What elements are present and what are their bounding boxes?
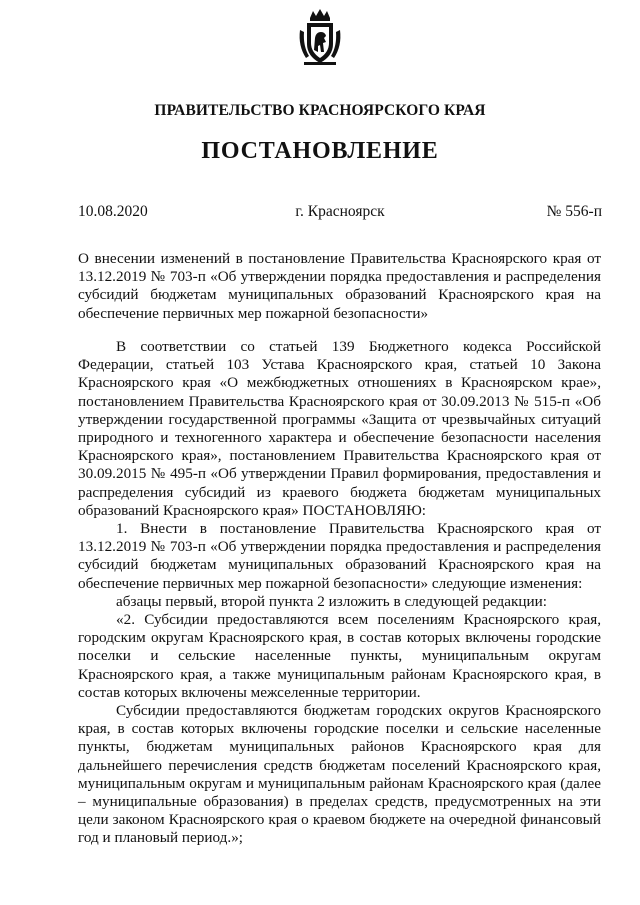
preamble-paragraph: В соответствии со статьей 139 Бюджетного кодекса Российской Федерации, статьей 103 Устава Красноярского края, статьей 10 Закона Красноярского края «О межбюджетных отношениях в Красноярском крае», постановлением Правительства Красноярского края от 30.09.2013 № 515-п «Об утверждении государственной программы «Защита от чрезвычайных ситуаций природного и техногенного характера и обеспечение безопасности населения Красноярского края», постановлением Правительства Красноярского края от 30.09.2015 № 495-п «Об утверждении Правил формирования, предоставления и распределения субсидий из краевого бюджета бюджетам муниципальных образований Красноярского края» ПОСТАНОВЛЯЮ: (78, 338, 601, 519)
organization-name: ПРАВИТЕЛЬСТВО КРАСНОЯРСКОГО КРАЯ (154, 102, 486, 119)
amendment-clause-2-continuation: Субсидии предоставляются бюджетам городских округов Красноярского края, в состав которых включены городские поселки и сельские населенные пункты, бюджетам муниципальных районов Красноярского края для дальнейшего перечисления средств бюджетам поселений Красноярского края, муниципальным округам и муниципальным районам Красноярского края (далее – муниципальные образования) в пределах средств, предусмотренных на эти цели законом Красноярского края о краевом бюджете на очередной финансовый год и плановый период.»; (78, 702, 601, 847)
coat-of-arms-icon (296, 8, 344, 68)
document-body (78, 338, 601, 848)
document-city: г. Красноярск (295, 203, 385, 220)
amendment-intro-paragraph: абзацы первый, второй пункта 2 изложить в следующей редакции: (116, 592, 547, 610)
document-meta (78, 203, 602, 223)
document-date: 10.08.2020 (78, 203, 148, 220)
amendment-clause-2-paragraph: «2. Субсидии предоставляются всем поселениям Красноярского края, городским округам Красноярского края, в состав которых включены городские поселки и сельские населенные пункты, муниципальным округам Красноярского края, а также муниципальным районам Красноярского края, в состав которых включены межселенные территории. (78, 611, 601, 701)
document-number: № 556-п (546, 203, 602, 220)
document-subject-block (78, 250, 601, 323)
document-subject: О внесении изменений в постановление Правительства Красноярского края от 13.12.2019 № 703-п «Об утверждении порядка предоставления и распределения субсидий бюджетам муниципальных образований Красноярского края на обеспечение первичных мер пожарной безопасности» (78, 250, 601, 322)
document-type: ПОСТАНОВЛЕНИЕ (201, 138, 439, 164)
item-1-paragraph: 1. Внести в постановление Правительства Красноярского края от 13.12.2019 № 703-п «Об утверждении порядка предоставления и распределения субсидий бюджетам муниципальных образований Красноярского края на обеспечение первичных мер пожарной безопасности» следующие изменения: (78, 520, 601, 592)
